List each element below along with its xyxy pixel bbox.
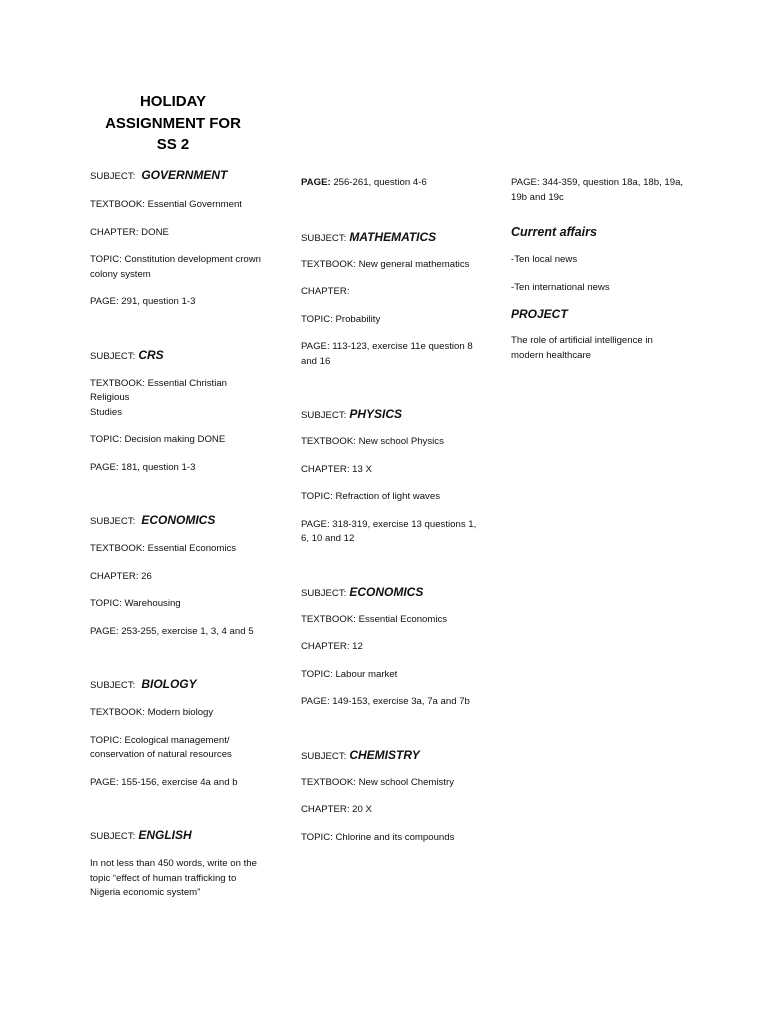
- subject-prefix: SUBJECT:: [90, 831, 136, 842]
- column-middle: [301, 176, 477, 845]
- current-affairs-item-1: -Ten local news: [511, 254, 578, 265]
- chapter-line: CHAPTER:: [301, 286, 350, 297]
- title-line-1: HOLIDAY: [139, 93, 207, 110]
- column-right: [511, 176, 687, 363]
- textbook-line-2: Studies: [90, 406, 122, 418]
- project-heading: PROJECT: [511, 307, 568, 321]
- subject-name-government: GOVERNMENT: [141, 168, 228, 182]
- subject-prefix: SUBJECT:: [301, 750, 347, 762]
- subject-block-crs: [90, 348, 266, 476]
- current-affairs-block: [511, 224, 687, 295]
- current-affairs-heading: Current affairs: [511, 225, 597, 239]
- textbook-line-1: TEXTBOOK: Essential Christian Religious: [90, 377, 228, 403]
- page-line: PAGE: 155-156, exercise 4a and b: [90, 776, 238, 788]
- chapter-line: CHAPTER: 13 X: [301, 463, 372, 475]
- topic-line: TOPIC: Warehousing: [90, 598, 181, 609]
- english-task-line-1: In not less than 450 words, write on the: [90, 858, 257, 869]
- subject-prefix: SUBJECT:: [301, 410, 347, 421]
- chapter-line: CHAPTER: 20 X: [301, 804, 372, 815]
- textbook-line: TEXTBOOK: Essential Economics: [90, 543, 237, 554]
- subject-heading: [90, 513, 266, 529]
- textbook-line: TEXTBOOK: Modern biology: [90, 707, 214, 718]
- textbook-line: TEXTBOOK: New school Chemistry: [301, 776, 455, 788]
- chapter-line: CHAPTER: 12: [301, 641, 363, 652]
- topic-line: TOPIC: Chlorine and its compounds: [301, 831, 455, 843]
- subject-heading: [301, 407, 477, 423]
- subject-name-biology: BIOLOGY: [141, 677, 197, 691]
- page-line: PAGE: 253-255, exercise 1, 3, 4 and 5: [90, 625, 254, 637]
- page-value: 256-261, question 4-6: [333, 177, 427, 188]
- topic-line: TOPIC: Decision making DONE: [90, 434, 226, 445]
- subject-block-english: [90, 828, 266, 901]
- subject-name-physics: PHYSICS: [349, 407, 402, 421]
- subject-block-economics: [90, 513, 266, 639]
- topic-line-2: conservation of natural resources: [90, 749, 232, 760]
- government-page-continued: [301, 176, 477, 191]
- page-line: PAGE: 181, question 1-3: [90, 461, 196, 473]
- subject-name-english: ENGLISH: [138, 828, 192, 842]
- subject-block-mathematics: [301, 230, 477, 370]
- english-task-line-3: Nigeria economic system”: [90, 887, 201, 898]
- chapter-line: CHAPTER: 26: [90, 570, 152, 582]
- page-line-2: and 16: [301, 355, 331, 367]
- subject-name-economics: ECONOMICS: [349, 584, 424, 599]
- topic-line: TOPIC: Probability: [301, 313, 381, 325]
- subject-block-physics: [301, 407, 477, 547]
- column-left: [90, 168, 266, 901]
- subject-prefix: SUBJECT:: [90, 350, 136, 362]
- page-line: PAGE: 149-153, exercise 3a, 7a and 7b: [301, 696, 470, 707]
- project-text-line-2: modern healthcare: [511, 349, 591, 361]
- subject-prefix: SUBJECT:: [90, 516, 136, 527]
- topic-line-2: colony system: [90, 268, 151, 280]
- project-block: [511, 306, 687, 363]
- page-line: PAGE: 291, question 1-3: [90, 296, 196, 307]
- textbook-line: TEXTBOOK: New school Physics: [301, 436, 444, 447]
- textbook-line: TEXTBOOK: New general mathematics: [301, 258, 470, 270]
- title-line-2: ASSIGNMENT FOR: [105, 114, 241, 132]
- subject-name-crs: CRS: [138, 347, 164, 362]
- subject-heading: [90, 828, 266, 844]
- subject-heading: [90, 677, 266, 693]
- textbook-line: TEXTBOOK: Essential Government: [90, 199, 242, 210]
- textbook-line: TEXTBOOK: Essential Economics: [301, 613, 448, 625]
- subject-name-economics: ECONOMICS: [141, 513, 216, 527]
- subject-block-economics-2: [301, 585, 477, 710]
- subject-prefix: SUBJECT:: [90, 680, 136, 691]
- page-line-2: 19b and 19c: [511, 191, 564, 203]
- project-text-line-1: The role of artificial intelligence in: [511, 335, 653, 346]
- page-line-1: PAGE: 113-123, exercise 11e question 8: [301, 341, 473, 352]
- page-line-1: PAGE: 318-319, exercise 13 questions 1,: [301, 518, 477, 530]
- title-line-3: SS 2: [156, 136, 190, 153]
- current-affairs-item-2: -Ten international news: [511, 281, 610, 293]
- page-line-1: PAGE: 344-359, question 18a, 18b, 19a,: [511, 177, 684, 188]
- subject-heading: [90, 168, 266, 186]
- chapter-line: CHAPTER: DONE: [90, 226, 169, 238]
- page-title: [88, 91, 258, 156]
- subject-heading: [90, 348, 266, 364]
- topic-line-1: TOPIC: Constitution development crown: [90, 254, 261, 265]
- subject-block-government: [90, 168, 266, 310]
- english-task-line-2: topic “effect of human trafficking to: [90, 872, 237, 884]
- subject-heading: [301, 230, 477, 246]
- subject-prefix: SUBJECT:: [301, 232, 347, 244]
- subject-block-biology: [90, 677, 266, 790]
- subject-block-chemistry: [301, 748, 477, 846]
- subject-name-chemistry: CHEMISTRY: [349, 747, 420, 762]
- page-line-2: 6, 10 and 12: [301, 533, 355, 544]
- subject-prefix: SUBJECT:: [301, 587, 347, 599]
- page-label: PAGE:: [301, 177, 331, 188]
- subject-heading: [301, 585, 477, 601]
- subject-prefix: SUBJECT:: [90, 171, 136, 182]
- subject-heading: [301, 748, 477, 764]
- topic-line-1: TOPIC: Ecological management/: [90, 734, 230, 746]
- subject-name-mathematics: MATHEMATICS: [349, 229, 437, 244]
- topic-line: TOPIC: Labour market: [301, 668, 398, 680]
- topic-line: TOPIC: Refraction of light waves: [301, 491, 440, 502]
